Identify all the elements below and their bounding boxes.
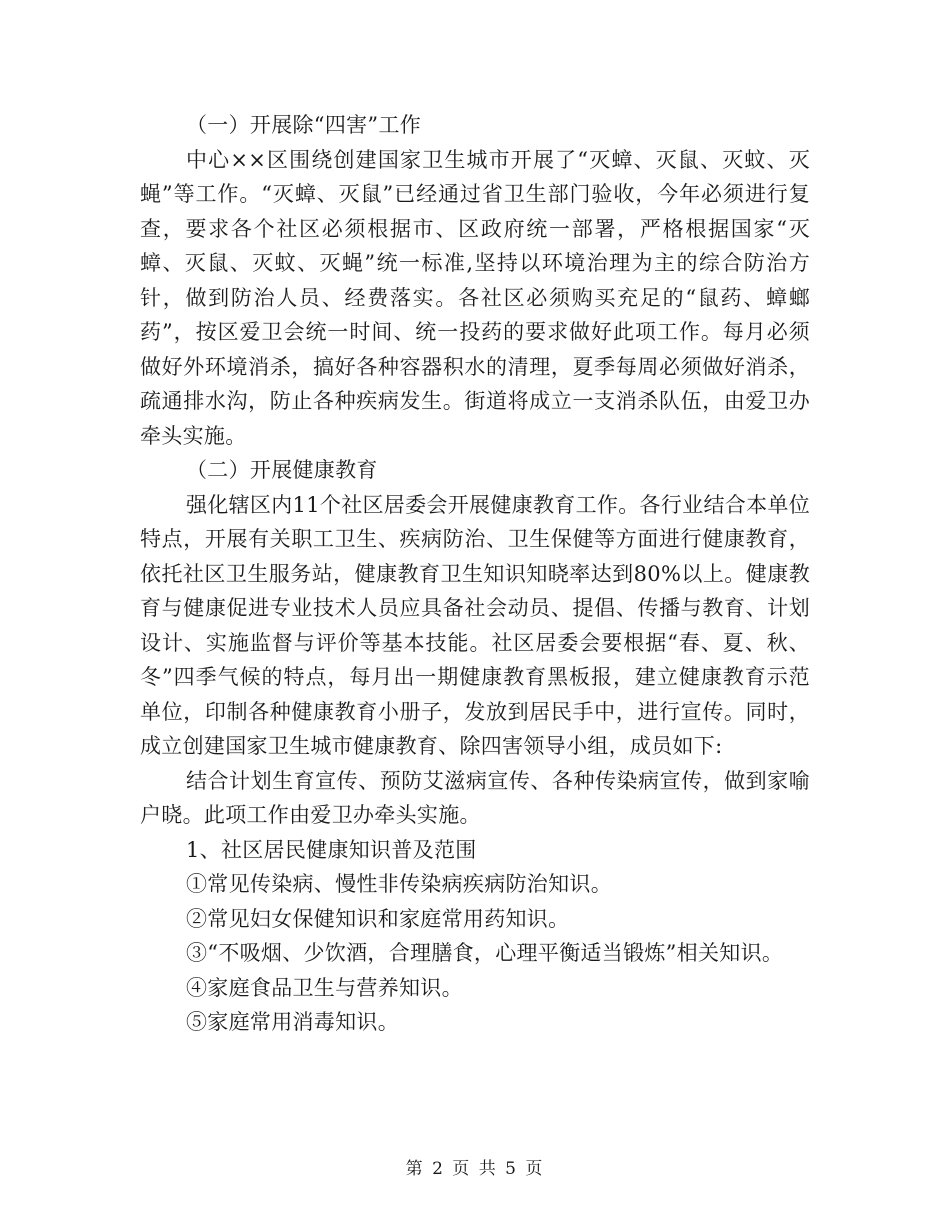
subheading-knowledge-scope: 1、社区居民健康知识普及范围 [186,837,477,862]
list-item: ⑤家庭常用消毒知识。 [186,1010,399,1034]
list-item: ④家庭食品卫生与营养知识。 [186,975,463,1000]
section-heading-pest-control: （一）开展除“四害”工作 [186,113,422,137]
paragraph-pest-control: 中心××区围绕创建国家卫生城市开展了“灭蟑、灭鼠、灭蚊、灭蝇”等工作。“灭蟑、灭鼠”已经通过省卫生部门验收，今年必须进行复查，要求各个社区必须根据市、区政府统一部署，严格根据国家“灭蟑、灭鼠、灭蚊、灭蝇”统一标准,坚持以环境治理为主的综合防治方针，做到防治人员、经费落实。各社区必须购买充足的“鼠药、蟑螂药”，按区爱卫会统一时间、统一投药的要求做好此项工作。每月必须做好外环境消杀，搞好各种容器积水的清理，夏季每周必须做好消杀，疏通排水沟，防止各种疾病发生。街道将成立一支消杀队伍，由爱卫办牵头实施。 [140,147,810,448]
page-number-footer: 第 2 页 共 5 页 [405,1159,545,1179]
list-item: ②常见妇女保健知识和家庭常用药知识。 [186,906,570,931]
section-heading-health-education: （二）开展健康教育 [186,458,378,482]
list-item: ③“不吸烟、少饮酒，合理膳食，心理平衡适当锻炼”相关知识。 [186,941,784,965]
paragraph-publicity: 结合计划生育宣传、预防艾滋病宣传、各种传染病宣传，做到家喻户晓。此项工作由爱卫办牵头实施。 [140,768,810,827]
list-item: ①常见传染病、慢性非传染病疾病防治知识。 [186,872,612,896]
document-body [140,108,810,1040]
paragraph-health-education: 强化辖区内11个社区居委会开展健康教育工作。各行业结合本单位特点，开展有关职工卫生、疾病防治、卫生保健等方面进行健康教育，依托社区卫生服务站，健康教育卫生知识知晓率达到80%以上。健康教育与健康促进专业技术人员应具备社会动员、提倡、传播与教育、计划设计、实施监督与评价等基本技能。社区居委会要根据“春、夏、秋、冬”四季气候的特点，每月出一期健康教育黑板报，建立健康教育示范单位，印制各种健康教育小册子，发放到居民手中，进行宣传。同时，成立创建国家卫生城市健康教育、除四害领导小组，成员如下: [140,492,810,758]
